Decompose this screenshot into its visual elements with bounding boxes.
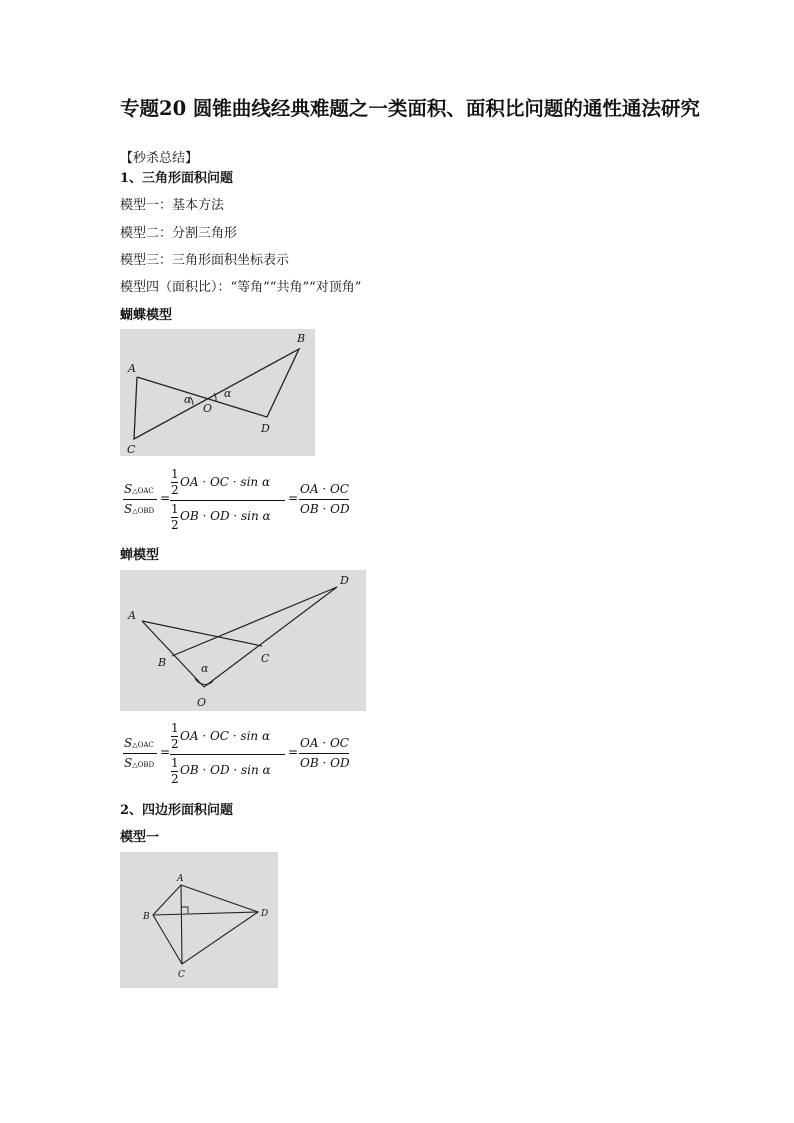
point-d-label: D xyxy=(261,422,270,435)
butterfly-label: 蝴蝶模型 xyxy=(120,308,173,323)
section2-heading: 2、四边形面积问题 xyxy=(120,803,234,818)
area-ratio-formula-1: S△OAC S△OBD = 1 2 OA · OC · sin α 1 2 OB · OD · sin α = OA · OC OB · OD xyxy=(124,467,350,532)
area-ratio-formula-2: S△OAC S△OBD = 1 2 OA · OC · sin α 1 2 OB · OD · sin α = OA · OC OB · OD xyxy=(124,721,350,786)
model-one: 模型一：基本方法 xyxy=(120,198,225,213)
point-b-label: B xyxy=(143,912,150,922)
point-b-label: B xyxy=(158,656,167,669)
model-four: 模型四（面积比）：“等角”“共角”“对顶角” xyxy=(120,280,362,295)
section1-heading: 1、三角形面积问题 xyxy=(120,171,234,186)
butterfly-figure xyxy=(120,329,315,456)
point-d-label: D xyxy=(261,909,269,919)
angle-alpha-left: α xyxy=(184,393,192,406)
angle-alpha-right: α xyxy=(224,387,232,400)
point-a-label: A xyxy=(128,362,136,375)
point-d-label: D xyxy=(340,574,349,587)
model-three: 模型三：三角形面积坐标表示 xyxy=(120,253,290,268)
model-two: 模型二：分割三角形 xyxy=(120,226,238,241)
point-a-label: A xyxy=(177,874,184,884)
point-o-label: O xyxy=(203,402,213,415)
angle-alpha: α xyxy=(201,662,209,675)
cicada-label: 蝉模型 xyxy=(120,548,160,563)
model-one-label: 模型一 xyxy=(120,830,160,845)
point-o-label: O xyxy=(197,696,207,709)
page-title: 专题20 圆锥曲线经典难题之一类面积、面积比问题的通性通法研究 xyxy=(120,97,700,120)
point-c-label: C xyxy=(178,970,185,980)
point-c-label: C xyxy=(127,443,136,456)
point-b-label: B xyxy=(297,332,306,345)
point-a-label: A xyxy=(128,609,136,622)
point-c-label: C xyxy=(261,652,270,665)
cicada-figure xyxy=(120,570,366,711)
quadrilateral-figure xyxy=(120,852,278,988)
summary-label: 【秒杀总结】 xyxy=(120,151,199,166)
